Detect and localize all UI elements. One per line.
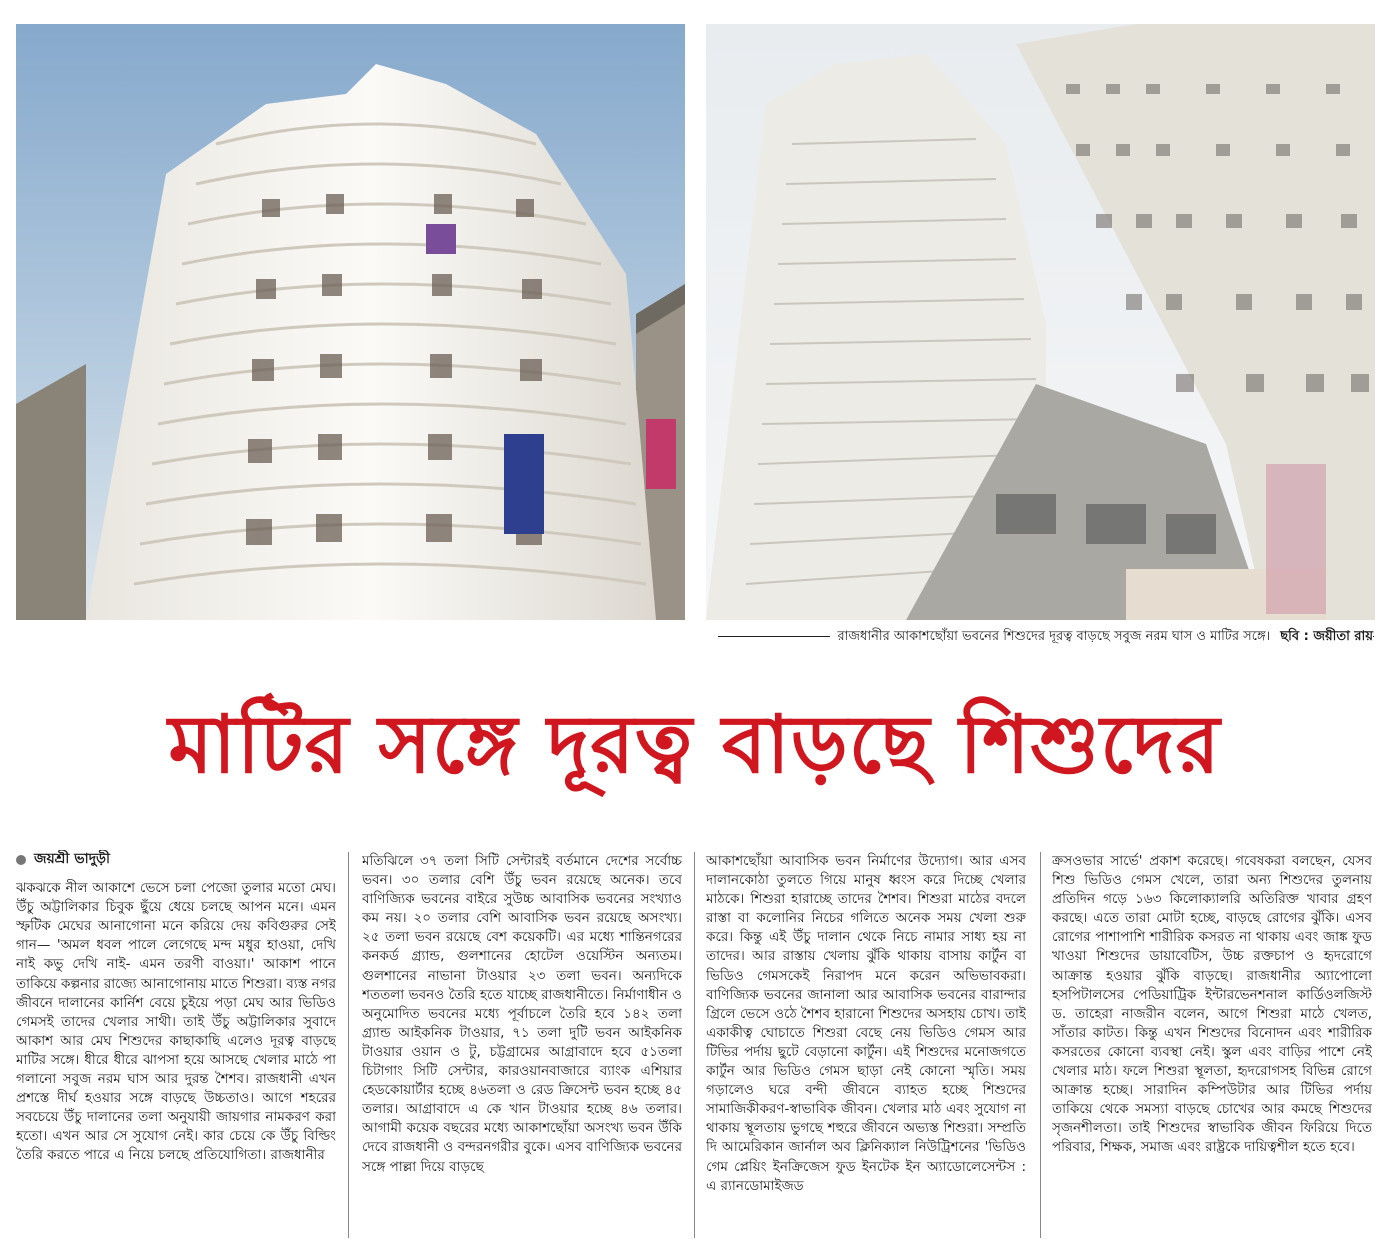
photo-commercial-towers [706, 24, 1375, 620]
bullet-icon [16, 855, 26, 865]
column-2-text: মতিঝিলে ৩৭ তলা সিটি সেন্টারই বর্তমানে দেশের সর্বোচ্চ ভবন। ৩০ তলার বেশি উঁচু ভবন রয়েছে অনেক। তবে বাণিজ্যিক ভবনের বাইরে সুউচ্চ আবাসিক ভবনের সংখ্যাও কম নয়। ২০ তলার বেশি আবাসিক ভবন রয়েছে অসংখ্য। ২৫ তলা ভবন রয়েছে বেশ কয়েকটি। এর মধ্যে শান্তিনগরের কনকর্ড গ্র্যান্ড, গুলশানের হোটেল ওয়েস্টিন অন্যতম। গুলশানের নাভানা টাওয়ার ২৩ তলা ভবন। অন্যদিকে শততলা ভবনও তৈরি হতে যাচ্ছে রাজধানীতে। নির্মাণাধীন ও অনুমোদিত ভবনের মধ্যে পূর্বাচলে তৈরি হবে ১৪২ তলা গ্র্যান্ড আইকনিক টাওয়ার, ৭১ তলা দুটি ভবন আইকনিক টাওয়ার ওয়ান ও টু, চট্টগ্রামের আগ্রাবাদে হবে ৫১তলা চিটাগাং সিটি সেন্টার, কারওয়ানবাজারে ব্যাংক এশিয়ার হেডকোয়ার্টার হচ্ছে ৪৬তলা ও রেড ক্রিসেন্ট ভবন হচ্ছে ৪৫ তলার। আগ্রাবাদে এ কে খান টাওয়ার হচ্ছে ৪৬ তলার। আগামী কয়েক বছরের মধ্যে আকাশছোঁয়া অসংখ্য ভবন উঁকি দেবে রাজধানী ও বন্দরনগরীর বুকে। এসব বাণিজ্যিক ভবনের সঙ্গে পাল্লা দিয়ে বাড়ছে [362, 853, 682, 1175]
caption-text: রাজধানীর আকাশছোঁয়া ভবনের শিশুদের দূরত্ব বাড়ছে সবুজ নরম ঘাস ও মাটির সঙ্গে। [837, 629, 1271, 644]
byline [16, 850, 336, 869]
column-divider [694, 852, 695, 1238]
headline: মাটির সঙ্গে দূরত্ব বাড়ছে শিশুদের [168, 698, 1221, 791]
photo-caption [830, 628, 1374, 646]
column-divider [1040, 852, 1041, 1238]
column-3-text: আকাশছোঁয়া আবাসিক ভবন নির্মাণের উদ্যোগ। আর এসব দালানকোঠা তুলতে গিয়ে মানুষ ধ্বংস করে দিচ্ছে খেলার মাঠকে। শিশুরা হারাচ্ছে তাদের শৈশব। শিশুরা মাঠের বদলে রাস্তা বা কলোনির নিচের গলিতে অনেক সময় খেলা শুরু করে। কিন্তু এই উঁচু দালান থেকে নিচে নামার সাধ্য হয় না তাদের। আর রাস্তায় খেলায় ঝুঁকি থাকায় বাসায় কার্টুন বা ভিডিও গেমসকেই নিরাপদ মনে করেন অভিভাবকরা। বাণিজ্যিক ভবনের জানালা আর আবাসিক ভবনের বারান্দার গ্রিলে ভেসে ওঠে শৈশব হারানো শিশুদের অসহায় চোখ। তাই একাকীত্ব ঘোচাতে শিশুরা বেছে নেয় ভিডিও গেমস আর টিভির পর্দায় ছুটে বেড়ানো কার্টুন। এই শিশুদের মনোজগতে কার্টুন আর ভিডিও গেমস ছাড়া নেই কোনো স্মৃতি। সময় গড়ালেও ঘরে বন্দী জীবনে ব্যাহত হচ্ছে শিশুদের সামাজিকীকরণ-স্বাভাবিক জীবন। খেলার মাঠ এবং সুযোগ না থাকায় স্থূলতায় ভুগছে শহুরে জীবনে অভ্যস্ত শিশুরা। সম্প্রতি দি আমেরিকান জার্নাল অব ক্লিনিক্যাল নিউট্রিশনের 'ভিডিও গেম প্লেয়িং ইনক্রিজেস ফুড ইনটেক ইন অ্যাডোলেসেন্টস : এ র‍্যানডোমাইজড [706, 853, 1026, 1194]
byline-author: জয়শ্রী ভাদুড়ী [34, 851, 111, 867]
article-column-3 [706, 852, 1026, 1242]
article-column-1 [16, 850, 336, 1242]
article-column-2 [362, 852, 682, 1242]
column-1-text: ঝকঝকে নীল আকাশে ভেসে চলা পেজো তুলার মতো মেঘ। উঁচু অট্টালিকার চিবুক ছুঁয়ে ধেয়ে চলছে আপন মনে। এমন স্ফটিক মেঘের আনাগোনা মনে করিয়ে দেয় কবিগুরুর সেই গান— 'অমল ধবল পালে লেগেছে মন্দ মধুর হাওয়া, দেখি নাই কভু দেখি নাই- এমন তরণী বাওয়া।' আকাশ পানে তাকিয়ে কল্পনার রাজ্যে আনাগোনায় মাতে শিশুরা। ব্যস্ত নগর জীবনে দালানের কার্নিশ বেয়ে চুইয়ে পড়া মেঘ আর ভিডিও গেমসই তাদের খেলার সাথী। তাই উঁচু অট্টালিকার সুবাদে আকাশ আর মেঘ শিশুদের কাছাকাছি এলেও দূরত্ব বাড়ছে মাটির সঙ্গে। ধীরে ধীরে ঝাপসা হয়ে আসছে খেলার মাঠে পা গলানো সবুজ নরম ঘাস আর দুরন্ত শৈশব। রাজধানী এখন প্রশস্তে দীর্ঘ হওয়ার সঙ্গে বাড়ছে উচ্চতাও। আগে শহরের সবচেয়ে উঁচু দালানের তলা অনুযায়ী জায়গার নামকরণ করা হতো। এখন আর সে সুযোগ নেই। কার চেয়ে কে উঁচু বিল্ডিং তৈরি করতে পারে এ নিয়ে চলছে প্রতিযোগিতা। রাজধানীর [16, 880, 336, 1164]
photo-credit: ছবি : জয়ীতা রায় [1280, 629, 1373, 644]
article-column-4 [1052, 852, 1372, 1242]
photo-residential-tower-curved [16, 24, 685, 620]
column-4-text: ক্রসওভার সার্ভে' প্রকাশ করেছে। গবেষকরা বলছেন, যেসব শিশু ভিডিও গেমস খেলে, তারা অন্য শিশুদের তুলনায় প্রতিদিন গড়ে ১৬৩ কিলোক্যালরি অতিরিক্ত খাবার গ্রহণ করছে। এতে তারা মোটা হচ্ছে, বাড়ছে রোগের ঝুঁকি। এসব রোগের পাশাপাশি শারীরিক কসরত না থাকায় এবং জাঙ্ক ফুড খাওয়া শিশুদের ডায়াবেটিস, উচ্চ রক্তচাপ ও হৃদরোগে আক্রান্ত হওয়ার ঝুঁকি বাড়ছে। রাজধানীর অ্যাপোলো হসপিটালসের পেডিয়াট্রিক ইন্টারভেনশনাল কার্ডিওলজিস্ট ড. তাহেরা নাজরীন বলেন, আগে শিশুরা মাঠে খেলত, সাঁতার কাটত। কিন্তু এখন শিশুদের বিনোদন এবং শারীরিক কসরতের কোনো ব্যবস্থা নেই। স্কুল এবং বাড়ির পাশে নেই খেলার মাঠ। ফলে শিশুরা স্থূলতা, হৃদরোগসহ বিভিন্ন রোগে আক্রান্ত হচ্ছে। সারাদিন কম্পিউটার আর টিভির পর্দায় তাকিয়ে থেকে সমস্যা বাড়ছে চোখের আর কমছে শিশুদের সৃজনশীলতা। তাই শিশুদের স্বাভাবিক জীবন ফিরিয়ে দিতে পরিবার, শিক্ষক, সমাজ এবং রাষ্ট্রকে দায়িত্বশীল হতে হবে। [1052, 853, 1372, 1156]
column-divider [348, 852, 349, 1238]
